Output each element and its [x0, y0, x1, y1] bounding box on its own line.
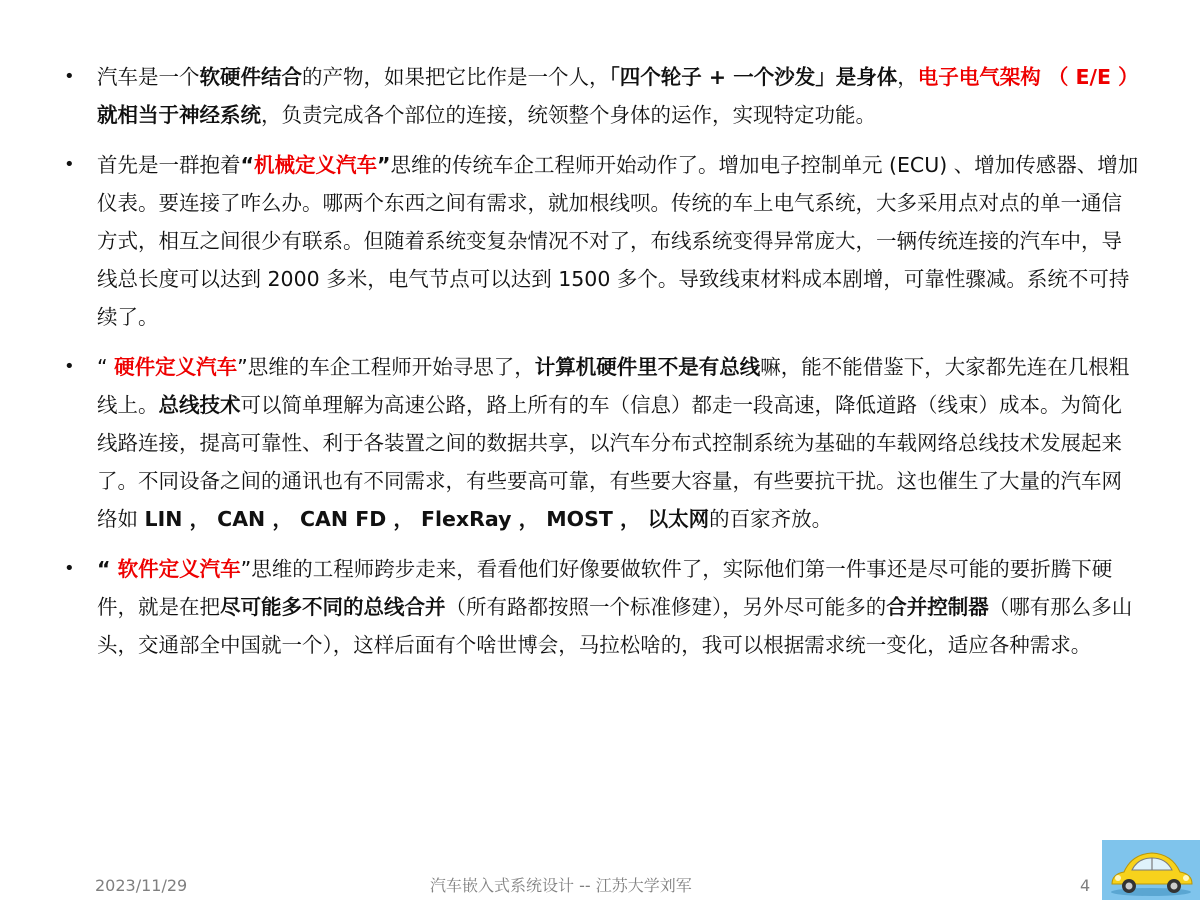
text-run: 思维的传统车企工程师开始动作了。增加电子控制单元 (ECU) 、增加传感器、增加仪表。要连接了咋么办。哪两个东西之间有需求，就加根线呗。传统的车上电气系统，大多采用点对点的单一通信方式，相互之间很少有联系。但随着系统变复杂情况不对了，布线系统变得异常庞大，一辆传统连接的汽车中，导线总长度可以达到 2000 多米，电气节点可以达到 1500 多个。导致线束材料成本剧增，可靠性骤减。系统不可持续了。	[97, 153, 1139, 329]
bold-text: 「四个轮子 + 一个沙发」是身体	[609, 65, 898, 89]
text-run: ，	[897, 65, 918, 89]
bold-text: 合并控制器	[886, 595, 989, 619]
bold-text: 就相当于神经系统	[97, 103, 261, 127]
highlight-red-text: 软件定义汽车	[117, 557, 241, 581]
beetle-car-illustration	[1102, 840, 1200, 900]
highlight-red-text: 机械定义汽车	[253, 153, 377, 177]
bullet-dot-icon: •	[64, 66, 75, 87]
bold-text: “	[97, 557, 118, 581]
bullet-list	[60, 58, 1140, 676]
text-run: ，负责完成各个部位的连接，统领整个身体的运作，实现特定功能。	[261, 103, 876, 127]
text-run: 可以简单理解为高速公路，路上所有的车（信息）都走一段高速，降低道路（线束）成本。为简化线路连接，提高可靠性、利于各装置之间的数据共享，以汽车分布式控制系统为基础的车载网络总线技术发展起来了。不同设备之间的通讯也有不同需求，有些要高可靠，有些要大容量，有些要抗干扰。这也催生了大量的汽车网络如	[97, 393, 1122, 531]
highlight-red-text: 硬件定义汽车	[114, 355, 238, 379]
bold-text: ”	[376, 153, 391, 177]
bullet-item	[60, 58, 1140, 134]
bullet-item	[60, 348, 1140, 538]
text-run: （哪有那么多山头，交通部全中国就一个），这样后面有个啥世博会，马拉松啥的，我可以根据需求统一变化，适应各种需求。	[97, 595, 1133, 657]
text-run: “	[97, 355, 115, 379]
bold-text: 总线技术	[158, 393, 241, 417]
footer-title: 汽车嵌入式系统设计 -- 江苏大学刘军	[430, 876, 692, 895]
text-run: 的百家齐放。	[709, 507, 833, 531]
car-icon	[1102, 840, 1200, 900]
footer-date: 2023/11/29	[95, 876, 188, 895]
text-run: 汽车是一个	[97, 65, 200, 89]
bold-text: 计算机硬件里不是有总线	[534, 355, 761, 379]
text-run: 嘛，能不能借鉴下，大家都先连在几根粗线上。	[97, 355, 1130, 417]
bullet-item	[60, 550, 1140, 664]
bold-text: “	[240, 153, 254, 177]
text-run: 的产物，如果把它比作是一个人，	[302, 65, 610, 89]
highlight-red-text: 电子电气架构 （ E/E ）	[917, 65, 1139, 89]
bold-text: 尽可能多不同的总线合并	[220, 595, 446, 619]
bold-text: 软硬件结合	[199, 65, 302, 89]
bold-text: LIN ， CAN ， CAN FD ， FlexRay ， MOST ， 以太网	[144, 507, 710, 531]
text-run: ”思维的工程师跨步走来，看看他们好像要做软件了，实际他们第一件事还是尽可能的要折腾下硬件，就是在把	[97, 557, 1113, 619]
bullet-dot-icon: •	[64, 558, 75, 579]
text-run: （所有路都按照一个标准修建），另外尽可能多的	[445, 595, 887, 619]
bullet-dot-icon: •	[64, 356, 75, 377]
page-number: 4	[1080, 876, 1091, 895]
bullet-item	[60, 146, 1140, 336]
text-run: 首先是一群抱着	[97, 153, 241, 177]
text-run: ”思维的车企工程师开始寻思了，	[237, 355, 535, 379]
bullet-dot-icon: •	[64, 154, 75, 175]
